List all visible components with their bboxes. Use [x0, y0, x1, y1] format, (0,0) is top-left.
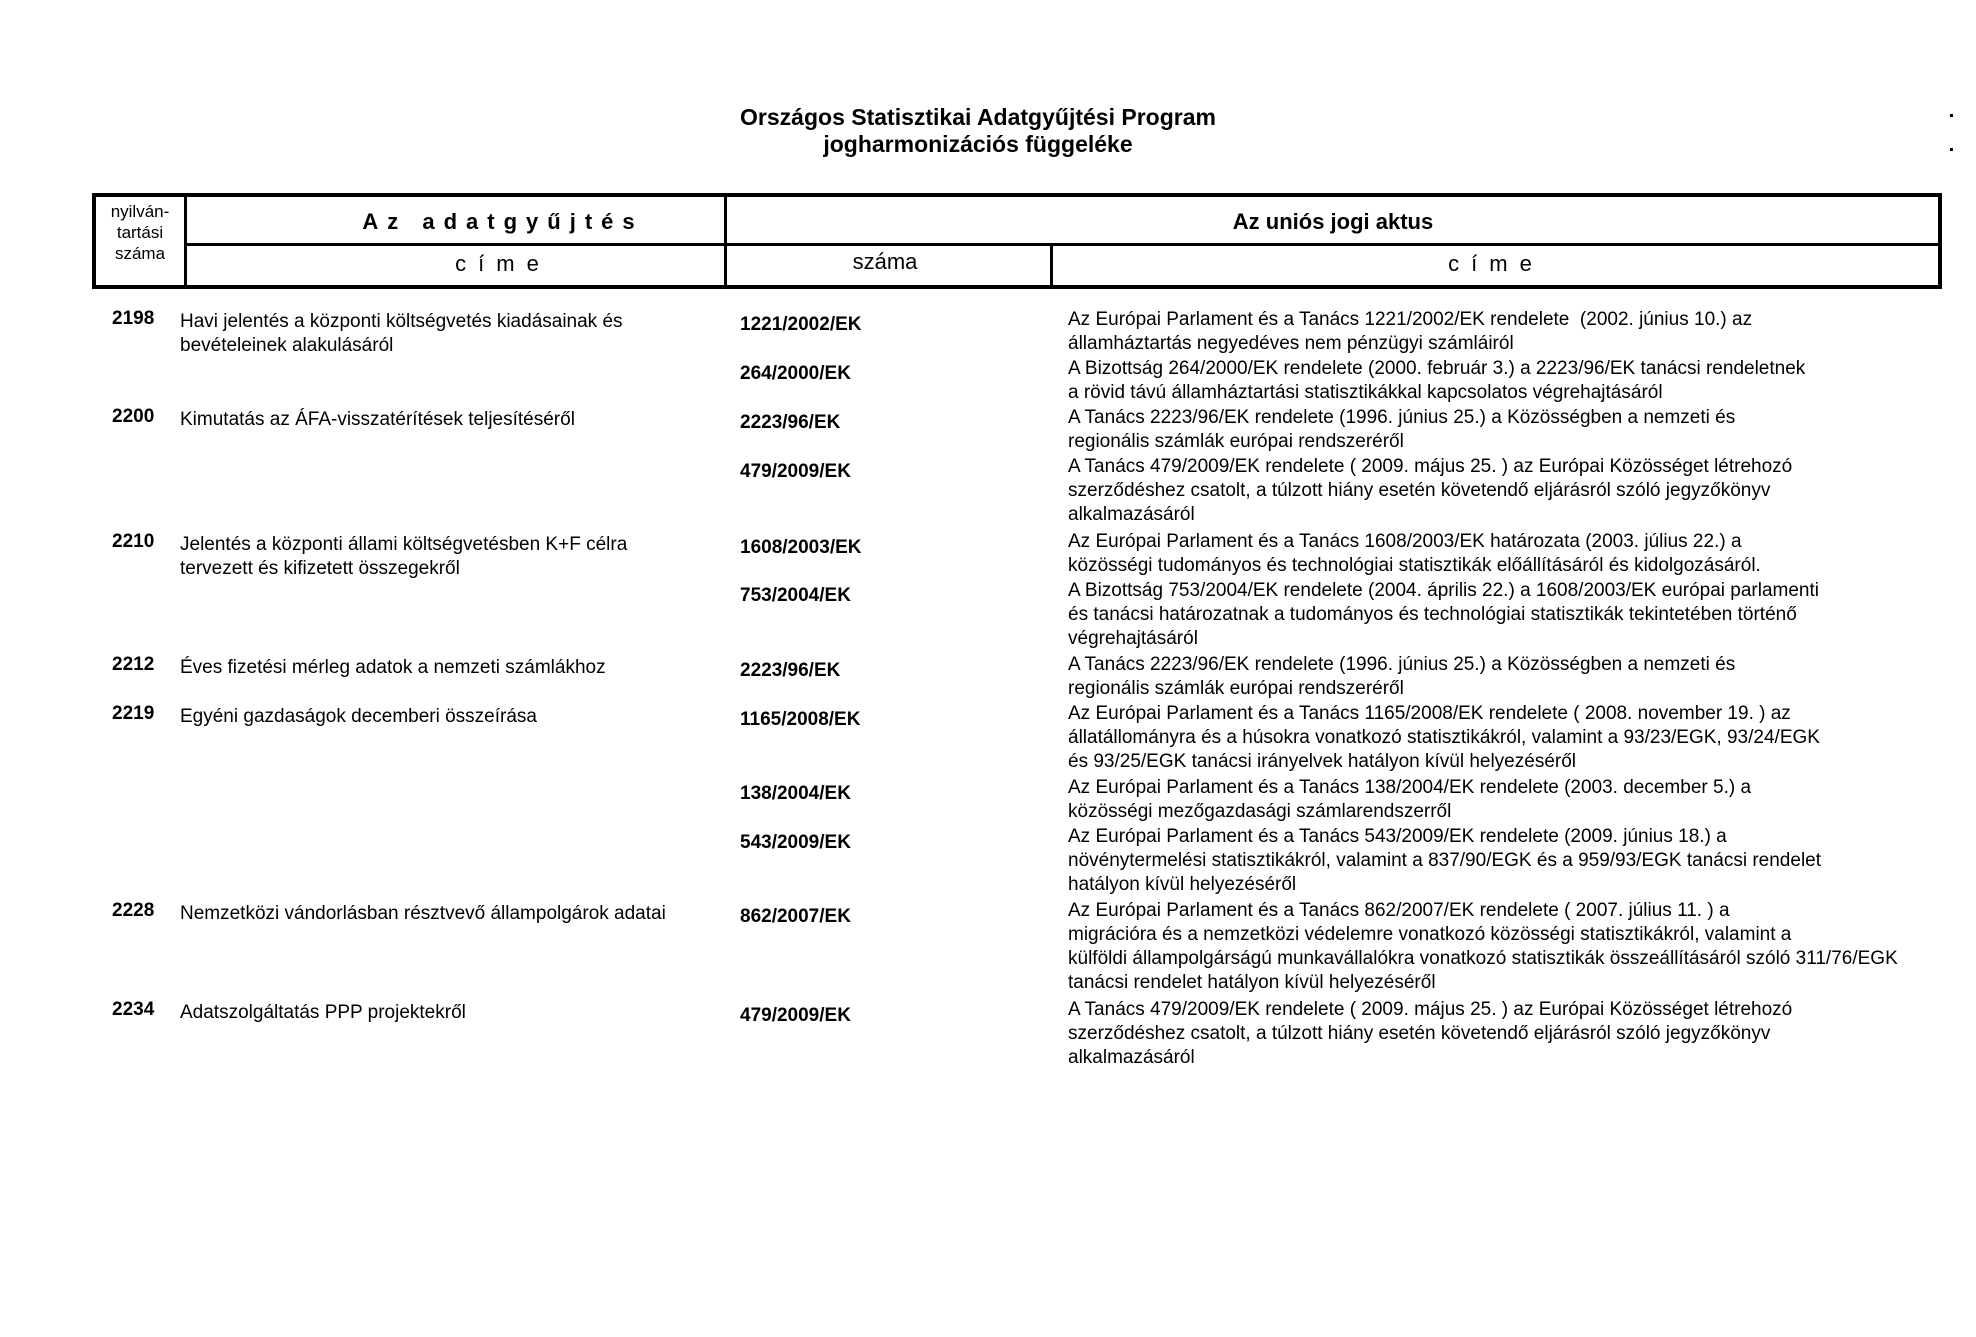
act-description: Az Európai Parlament és a Tanács 1221/2002/EK rendelete (2002. június 10.) az államháztartás negyedéves nem pénzügyi számláiról	[1068, 309, 1753, 354]
act-description: Az Európai Parlament és a Tanács 138/2004/EK rendelete (2003. december 5.) a közösségi mezőgazdasági számlarendszerről	[1068, 777, 1752, 822]
act-code: 2223/96/EK	[740, 660, 841, 681]
act-code: 1165/2008/EK	[740, 709, 861, 730]
act-description: A Tanács 2223/96/EK rendelete (1996. június 25.) a Közösségben a nemzeti és regionális számlák európai rendszeréről	[1068, 407, 1736, 452]
entry-title: Havi jelentés a központi költségvetés kiadásainak és bevételeinek alakulásáról	[180, 311, 623, 356]
entry-number: 2228	[112, 900, 155, 921]
entry-number: 2234	[112, 999, 155, 1020]
title-line-2: jogharmonizációs függeléke	[823, 131, 1133, 157]
act-description: A Tanács 479/2009/EK rendelete ( 2009. május 25. ) az Európai Közösséget létrehozó szerződéshez csatolt, a túlzott hiány esetén követendő eljárásról szóló jegyzőkönyv alkalmazásáról	[1068, 456, 1793, 525]
entry-title: Jelentés a központi állami költségvetésben K+F célra tervezett és kifizetett összegekről	[180, 534, 628, 579]
entry-title: Éves fizetési mérleg adatok a nemzeti számlákhoz	[180, 657, 606, 678]
act-code: 479/2009/EK	[740, 1005, 851, 1026]
entry-title: Egyéni gazdaságok decemberi összeírása	[180, 706, 537, 727]
act-code: 543/2009/EK	[740, 832, 851, 853]
entry-number: 2198	[112, 308, 155, 329]
header-szama: száma	[852, 249, 918, 274]
act-code: 862/2007/EK	[740, 906, 851, 927]
act-description: Az Európai Parlament és a Tanács 1608/2003/EK határozata (2003. július 22.) a közösségi tudományos és technológiai statisztikák előállításáról és kidolgozásáról.	[1068, 531, 1761, 576]
act-description: A Bizottság 753/2004/EK rendelete (2004. április 22.) a 1608/2003/EK európai parlamenti és tanácsi határozatnak a tudományos és technológiai statisztikák tekintetében történő végrehajtásáról	[1068, 580, 1820, 649]
entry-number: 2210	[112, 531, 155, 552]
header-adatgyujtes-cime: címe	[455, 251, 551, 276]
act-code: 479/2009/EK	[740, 461, 851, 482]
header-unios-jogi-aktus: Az uniós jogi aktus	[1232, 209, 1434, 234]
act-description: Az Európai Parlament és a Tanács 543/2009/EK rendelete (2009. június 18.) a növénytermelési statisztikákról, valamint a 837/90/EGK és a 959/93/EGK tanácsi rendelet hatályon kívül helyezéséről	[1068, 826, 1822, 895]
act-description: A Tanács 2223/96/EK rendelete (1996. június 25.) a Közösségben a nemzeti és regionális számlák európai rendszeréről	[1068, 654, 1736, 699]
act-description: Az Európai Parlament és a Tanács 862/2007/EK rendelete ( 2007. július 11. ) a migrációra és a nemzetközi védelemre vonatkozó közösségi statisztikákról, valamint a külföldi állampolgárságú munkavállalókra vonatkozó statisztikák összeállításáról szóló 311/76/EGK tanácsi rendelet hatályon kívül helyezéséről	[1068, 900, 1898, 993]
act-code: 264/2000/EK	[740, 363, 851, 384]
act-description: A Tanács 479/2009/EK rendelete ( 2009. május 25. ) az Európai Közösséget létrehozó szerződéshez csatolt, a túlzott hiány esetén követendő eljárásról szóló jegyzőkönyv alkalmazásáról	[1068, 999, 1793, 1068]
act-code: 1221/2002/EK	[740, 314, 862, 335]
entry-title: Adatszolgáltatás PPP projektekről	[180, 1002, 466, 1023]
header-adatgyujtes: Az adatgyűjtés	[362, 209, 644, 234]
entry-title: Nemzetközi vándorlásban résztvevő állampolgárok adatai	[180, 903, 666, 924]
act-code: 2223/96/EK	[740, 412, 841, 433]
entry-number: 2200	[112, 406, 155, 427]
act-code: 753/2004/EK	[740, 585, 851, 606]
entry-number: 2219	[112, 703, 155, 724]
act-description: Az Európai Parlament és a Tanács 1165/2008/EK rendelete ( 2008. november 19. ) az állatállományra és a húsokra vonatkozó statisztikákról, valamint a 93/23/EGK, 93/24/EGK és 93/25/EGK tanácsi irányelvek hatályon kívül helyezéséről	[1068, 703, 1820, 772]
entry-title: Kimutatás az ÁFA-visszatérítések teljesítéséről	[180, 409, 575, 430]
act-code: 138/2004/EK	[740, 783, 851, 804]
act-code: 1608/2003/EK	[740, 537, 862, 558]
entry-number: 2212	[112, 654, 155, 675]
header-aktus-cime: címe	[1448, 251, 1544, 276]
title-line-1: Országos Statisztikai Adatgyűjtési Program	[740, 104, 1216, 130]
header-nyilvantartasi: nyilván- tartási száma	[110, 202, 170, 263]
act-description: A Bizottság 264/2000/EK rendelete (2000. február 3.) a 2223/96/EK tanácsi rendeletnek a rövid távú államháztartási statisztikákkal kapcsolatos végrehajtásáról	[1068, 358, 1806, 403]
